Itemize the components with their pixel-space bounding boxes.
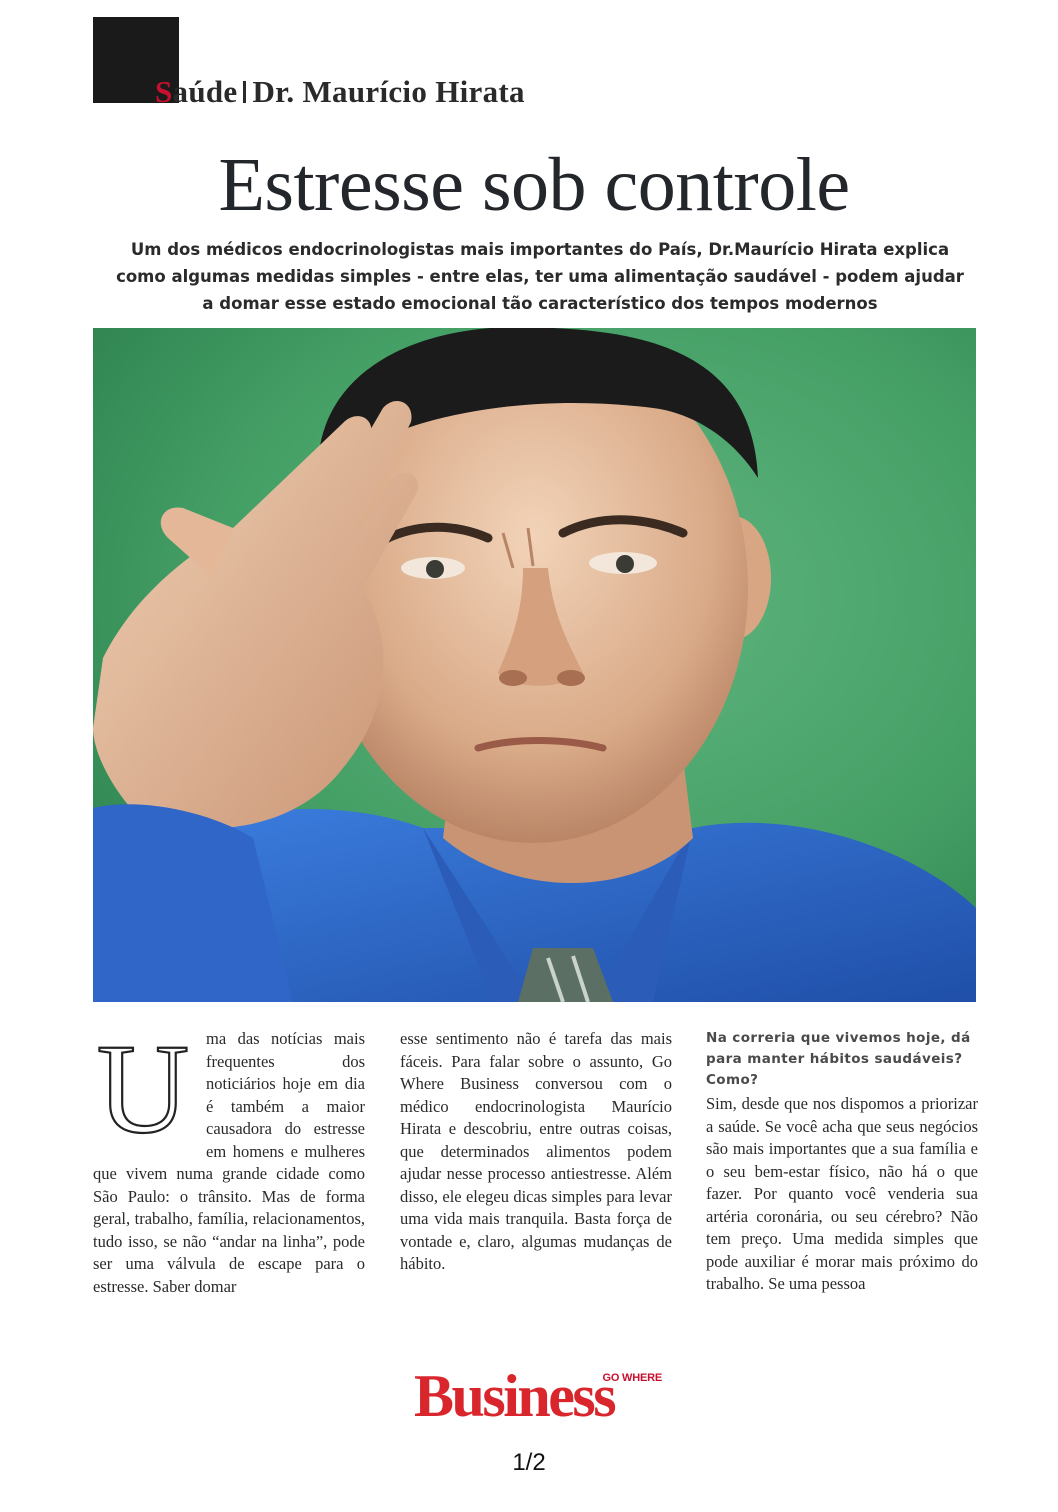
- article-photo: [93, 328, 976, 1002]
- stressed-man-illustration: [93, 328, 976, 1002]
- interview-question: Na correria que vivemos hoje, dá para manter hábitos saudáveis? Como?: [706, 1030, 971, 1088]
- section-header: [155, 74, 525, 110]
- interview-answer: Sim, desde que nos dispomos a priorizar a saúde. Se você acha que seus negócios são mais importantes que a sua família e o seu bem-estar físico, não há o que fazer. Por quanto você venderia sua artéria coronária, ou seu cérebro? Não tem preço. Uma medida simples que pode auxiliar é morar mais próximo do trabalho. Se uma pessoa: [706, 1094, 978, 1293]
- dropcap-letter: [93, 1034, 194, 1141]
- magazine-logo: [414, 1363, 676, 1429]
- body-column-3: [706, 1028, 978, 1296]
- article-headline: Estresse sob controle: [218, 143, 850, 227]
- body-text-col2: esse sentimento não é tarefa das mais fáceis. Para falar sobre o assunto, Go Where Business conversou com o médico endocrinologista Maurício Hirata e descobriu, entre outras coisas, que determinados alimentos podem ajudar nesse processo antiestresse. Além disso, ele elegeu dicas simples para levar uma vida mais tranquila. Basta força de vontade e, claro, algumas mudanças de hábito.: [400, 1029, 672, 1273]
- body-column-2: [400, 1028, 672, 1276]
- section-first-letter: S: [155, 74, 173, 109]
- page-number: 1/2: [512, 1449, 546, 1476]
- logo-main-text: Business: [414, 1363, 615, 1429]
- body-column-1: [93, 1028, 365, 1298]
- section-author: Dr. Maurício Hirata: [252, 74, 525, 109]
- logo-small-text: GO WHERE: [602, 1372, 662, 1384]
- article-deck: Um dos médicos endocrinologistas mais importantes do País, Dr.Maurício Hirata explica como algumas medidas simples - entre elas, ter uma alimentação saudável - podem ajudar a domar esse estado emocional tão característico dos tempos modernos: [116, 240, 964, 313]
- section-name: aúde: [172, 74, 238, 109]
- body-text-col1: ma das notícias mais frequentes dos noticiários hoje em dia é também a maior causadora do estresse em homens e mulheres que vivem numa grande cidade como São Paulo: o trânsito. Mas de forma geral, trabalho, família, relacionamentos, tudo isso, se não “andar na linha”, pode ser uma válvula de escape para o estresse. Saber domar: [93, 1029, 365, 1296]
- svg-text:U: U: [96, 1034, 190, 1141]
- section-separator: [243, 81, 246, 103]
